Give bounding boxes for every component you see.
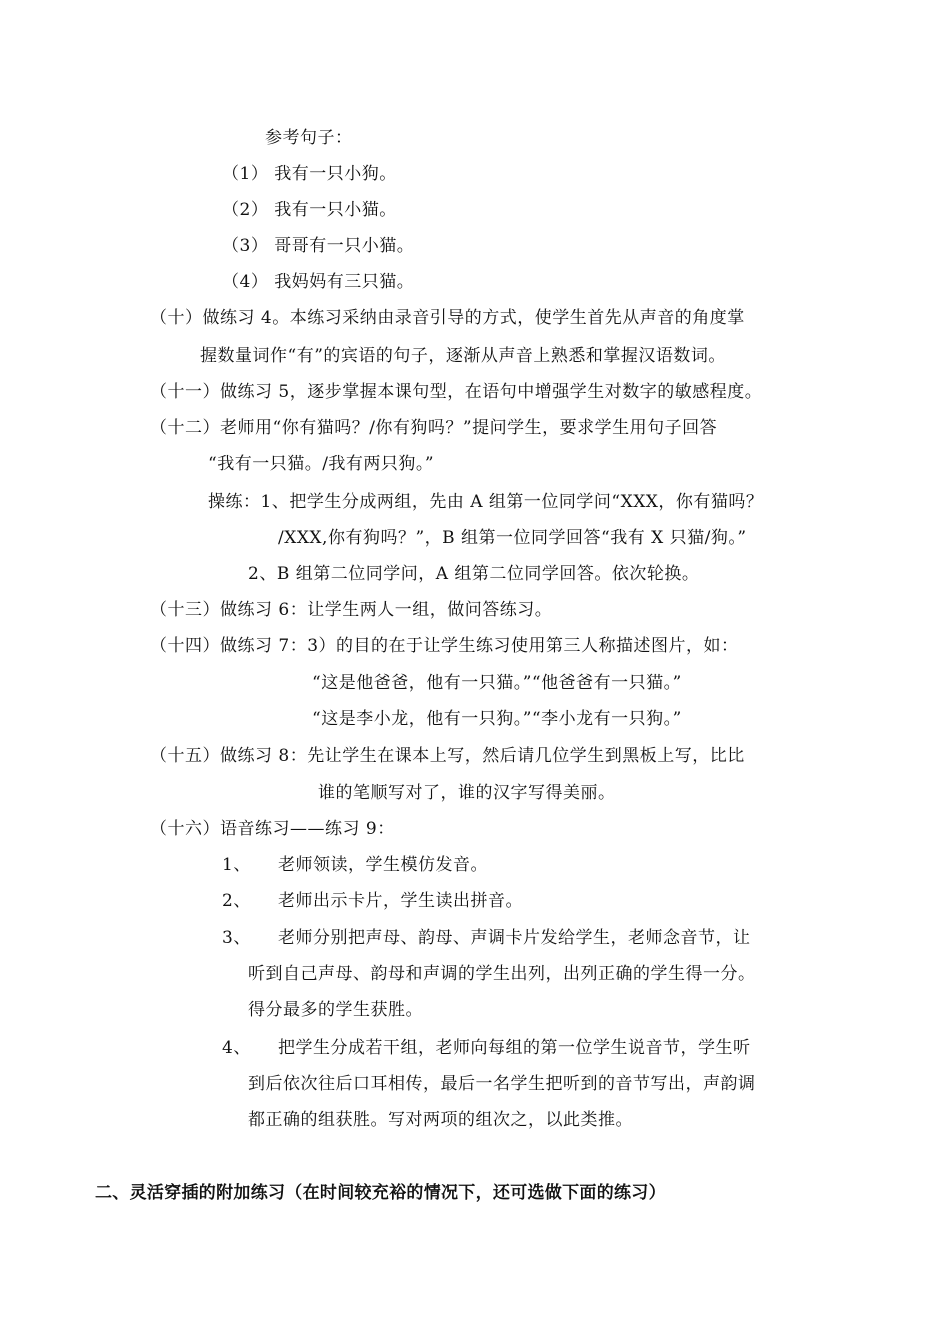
- item-14-line-2: “这是他爸爸，他有一只猫。”“他爸爸有一只猫。”: [312, 673, 682, 693]
- reference-item-2: （2） 我有一只小猫。: [222, 200, 397, 220]
- item-10-line-1: （十）做练习 4。本练习采纳由录音引导的方式，使学生首先从声音的角度掌: [150, 308, 745, 328]
- reference-item-3: （3） 哥哥有一只小猫。: [222, 236, 415, 256]
- drill-line-3: 2、B 组第二位同学问，A 组第二位同学回答。依次轮换。: [248, 564, 700, 584]
- section-2-heading: 二、灵活穿插的附加练习（在时间较充裕的情况下，还可选做下面的练习）: [95, 1183, 666, 1203]
- phonetics-3-number: 3、: [222, 928, 251, 948]
- item-14-line-1: （十四）做练习 7：3）的目的在于让学生练习使用第三人称描述图片，如：: [150, 636, 739, 656]
- drill-line-2: /XXX,你有狗吗？”，B 组第一位同学回答“我有 X 只猫/狗。”: [278, 528, 747, 548]
- item-15-line-1: （十五）做练习 8：先让学生在课本上写，然后请几位学生到黑板上写，比比: [150, 746, 745, 766]
- item-13: （十三）做练习 6：让学生两人一组，做问答练习。: [150, 600, 553, 620]
- phonetics-4-line-1: 把学生分成若干组，老师向每组的第一位学生说音节，学生听: [278, 1038, 751, 1058]
- phonetics-3-line-2: 听到自己声母、韵母和声调的学生出列，出列正确的学生得一分。: [248, 964, 756, 984]
- item-16: （十六）语音练习——练习 9：: [150, 819, 395, 839]
- phonetics-2-number: 2、: [222, 891, 251, 911]
- item-14-line-3: “这是李小龙，他有一只狗。”“李小龙有一只狗。”: [312, 709, 682, 729]
- item-11: （十一）做练习 5，逐步掌握本课句型，在语句中增强学生对数字的敏感程度。: [150, 382, 763, 402]
- phonetics-3-line-1: 老师分别把声母、韵母、声调卡片发给学生，老师念音节，让: [278, 928, 751, 948]
- reference-item-4: （4） 我妈妈有三只猫。: [222, 272, 415, 292]
- item-15-line-2: 谁的笔顺写对了，谁的汉字写得美丽。: [318, 783, 616, 803]
- phonetics-2-text: 老师出示卡片，学生读出拼音。: [278, 891, 523, 911]
- reference-title: 参考句子：: [265, 128, 353, 148]
- phonetics-1-number: 1、: [222, 855, 251, 875]
- phonetics-3-line-3: 得分最多的学生获胜。: [248, 1000, 423, 1020]
- item-12-line-2: “我有一只猫。/我有两只狗。”: [208, 454, 435, 474]
- phonetics-1-text: 老师领读，学生模仿发音。: [278, 855, 488, 875]
- phonetics-4-number: 4、: [222, 1038, 251, 1058]
- item-12-line-1: （十二）老师用“你有猫吗？/你有狗吗？”提问学生，要求学生用句子回答: [150, 418, 718, 438]
- phonetics-4-line-2: 到后依次往后口耳相传，最后一名学生把听到的音节写出，声韵调: [248, 1074, 756, 1094]
- item-10-line-2: 握数量词作“有”的宾语的句子，逐渐从声音上熟悉和掌握汉语数词。: [200, 346, 726, 366]
- phonetics-4-line-3: 都正确的组获胜。写对两项的组次之，以此类推。: [248, 1110, 633, 1130]
- reference-item-1: （1） 我有一只小狗。: [222, 164, 397, 184]
- drill-line-1: 操练：1、把学生分成两组，先由 A 组第一位同学问“XXX，你有猫吗？: [208, 492, 764, 512]
